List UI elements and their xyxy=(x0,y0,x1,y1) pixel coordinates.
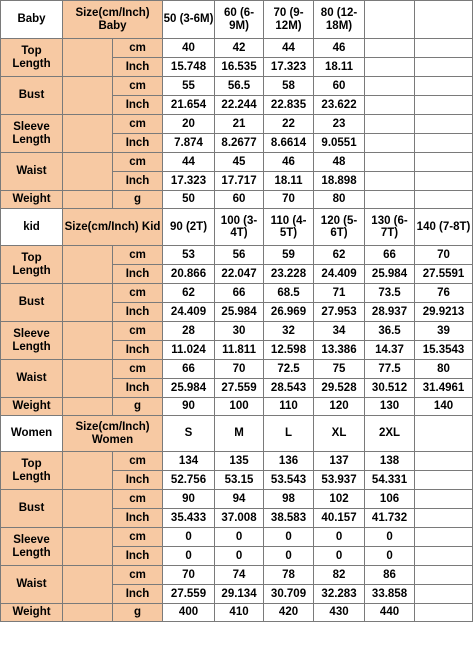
value-cell: 38.583 xyxy=(264,509,314,528)
spacer-cell xyxy=(63,398,113,416)
value-cell: 23.622 xyxy=(314,96,365,115)
value-cell xyxy=(415,452,473,471)
value-cell: 21 xyxy=(215,115,264,134)
spacer-cell xyxy=(63,566,113,604)
measure-label: Sleeve Length xyxy=(1,115,63,153)
measure-label: Sleeve Length xyxy=(1,528,63,566)
spacer-cell xyxy=(63,322,113,360)
weight-value: 50 xyxy=(163,191,215,209)
weight-value: 90 xyxy=(163,398,215,416)
value-cell: 28.937 xyxy=(365,303,415,322)
value-cell xyxy=(415,471,473,490)
value-cell: 75 xyxy=(314,360,365,379)
value-cell xyxy=(415,547,473,566)
unit-label: cm xyxy=(113,284,163,303)
value-cell: 0 xyxy=(215,528,264,547)
table-row xyxy=(1,566,473,585)
measure-label: Bust xyxy=(1,490,63,528)
value-cell: 35.433 xyxy=(163,509,215,528)
value-cell xyxy=(365,39,415,58)
value-cell xyxy=(415,58,473,77)
value-cell: 74 xyxy=(215,566,264,585)
value-cell: 18.11 xyxy=(314,58,365,77)
value-cell: 70 xyxy=(215,360,264,379)
spacer-cell xyxy=(63,191,113,209)
table-row xyxy=(1,77,473,96)
value-cell: 30.709 xyxy=(264,585,314,604)
value-cell: 0 xyxy=(314,528,365,547)
weight-row xyxy=(1,604,473,622)
weight-value: 130 xyxy=(365,398,415,416)
weight-value: 410 xyxy=(215,604,264,622)
value-cell: 59 xyxy=(264,246,314,265)
table-row xyxy=(1,153,473,172)
value-cell xyxy=(365,172,415,191)
spacer-cell xyxy=(63,604,113,622)
value-cell: 136 xyxy=(264,452,314,471)
value-cell: 135 xyxy=(215,452,264,471)
measure-label: Top Length xyxy=(1,39,63,77)
value-cell xyxy=(365,134,415,153)
value-cell: 7.874 xyxy=(163,134,215,153)
unit-label: cm xyxy=(113,322,163,341)
value-cell: 29.9213 xyxy=(415,303,473,322)
size-header: XL xyxy=(314,416,365,452)
value-cell: 8.6614 xyxy=(264,134,314,153)
value-cell: 15.3543 xyxy=(415,341,473,360)
value-cell: 44 xyxy=(163,153,215,172)
value-cell: 86 xyxy=(365,566,415,585)
value-cell: 77.5 xyxy=(365,360,415,379)
value-cell xyxy=(415,134,473,153)
weight-value: 60 xyxy=(215,191,264,209)
size-header: 2XL xyxy=(365,416,415,452)
value-cell: 37.008 xyxy=(215,509,264,528)
value-cell: 22.244 xyxy=(215,96,264,115)
value-cell: 23 xyxy=(314,115,365,134)
weight-label: Weight xyxy=(1,398,63,416)
value-cell xyxy=(365,115,415,134)
value-cell: 78 xyxy=(264,566,314,585)
size-header: 140 (7-8T) xyxy=(415,209,473,246)
value-cell: 29.528 xyxy=(314,379,365,398)
measure-label: Sleeve Length xyxy=(1,322,63,360)
unit-label: cm xyxy=(113,360,163,379)
value-cell: 9.0551 xyxy=(314,134,365,153)
value-cell: 53 xyxy=(163,246,215,265)
value-cell: 53.937 xyxy=(314,471,365,490)
value-cell xyxy=(415,509,473,528)
value-cell: 20.866 xyxy=(163,265,215,284)
unit-label: g xyxy=(113,398,163,416)
value-cell: 106 xyxy=(365,490,415,509)
value-cell xyxy=(415,77,473,96)
value-cell: 62 xyxy=(163,284,215,303)
value-cell: 80 xyxy=(415,360,473,379)
value-cell: 8.2677 xyxy=(215,134,264,153)
weight-value xyxy=(415,191,473,209)
table-row xyxy=(1,115,473,134)
unit-label: Inch xyxy=(113,547,163,566)
value-cell: 46 xyxy=(264,153,314,172)
unit-label: Inch xyxy=(113,134,163,153)
value-cell: 28.543 xyxy=(264,379,314,398)
value-cell: 52.756 xyxy=(163,471,215,490)
value-cell xyxy=(415,172,473,191)
table-row xyxy=(1,284,473,303)
size-header: 70 (9-12M) xyxy=(264,1,314,39)
unit-label: Inch xyxy=(113,96,163,115)
value-cell: 58 xyxy=(264,77,314,96)
value-cell xyxy=(415,96,473,115)
value-cell: 17.323 xyxy=(163,172,215,191)
measure-label: Waist xyxy=(1,153,63,191)
value-cell: 62 xyxy=(314,246,365,265)
spacer-cell xyxy=(63,452,113,490)
value-cell: 56.5 xyxy=(215,77,264,96)
value-cell: 53.15 xyxy=(215,471,264,490)
weight-value: 430 xyxy=(314,604,365,622)
table-row xyxy=(1,490,473,509)
value-cell: 14.37 xyxy=(365,341,415,360)
baby-size-label: Size(cm/Inch) Baby xyxy=(63,1,163,39)
weight-value: 120 xyxy=(314,398,365,416)
weight-row xyxy=(1,398,473,416)
value-cell xyxy=(415,39,473,58)
weight-row xyxy=(1,191,473,209)
size-header: 110 (4-5T) xyxy=(264,209,314,246)
value-cell: 18.11 xyxy=(264,172,314,191)
value-cell: 22.835 xyxy=(264,96,314,115)
value-cell: 42 xyxy=(215,39,264,58)
kid-size-label: Size(cm/Inch) Kid xyxy=(63,209,163,246)
unit-label: cm xyxy=(113,39,163,58)
unit-label: g xyxy=(113,604,163,622)
value-cell: 45 xyxy=(215,153,264,172)
weight-value: 110 xyxy=(264,398,314,416)
unit-label: cm xyxy=(113,490,163,509)
value-cell: 25.984 xyxy=(163,379,215,398)
value-cell: 32.283 xyxy=(314,585,365,604)
spacer-cell xyxy=(63,153,113,191)
value-cell: 66 xyxy=(365,246,415,265)
value-cell: 40.157 xyxy=(314,509,365,528)
value-cell: 0 xyxy=(215,547,264,566)
value-cell: 0 xyxy=(365,547,415,566)
measure-label: Bust xyxy=(1,284,63,322)
value-cell: 32 xyxy=(264,322,314,341)
weight-value: 70 xyxy=(264,191,314,209)
value-cell: 68.5 xyxy=(264,284,314,303)
spacer-cell xyxy=(63,284,113,322)
weight-label: Weight xyxy=(1,191,63,209)
table-row xyxy=(1,39,473,58)
size-header: 80 (12-18M) xyxy=(314,1,365,39)
unit-label: Inch xyxy=(113,58,163,77)
value-cell: 56 xyxy=(215,246,264,265)
value-cell: 44 xyxy=(264,39,314,58)
value-cell: 20 xyxy=(163,115,215,134)
value-cell: 11.811 xyxy=(215,341,264,360)
measure-label: Bust xyxy=(1,77,63,115)
value-cell: 55 xyxy=(163,77,215,96)
measure-label: Top Length xyxy=(1,246,63,284)
value-cell: 28 xyxy=(163,322,215,341)
value-cell: 137 xyxy=(314,452,365,471)
kid-header-row xyxy=(1,209,473,246)
value-cell: 33.858 xyxy=(365,585,415,604)
value-cell: 54.331 xyxy=(365,471,415,490)
value-cell: 22.047 xyxy=(215,265,264,284)
spacer-cell xyxy=(63,360,113,398)
value-cell: 30 xyxy=(215,322,264,341)
value-cell: 48 xyxy=(314,153,365,172)
weight-label: Weight xyxy=(1,604,63,622)
unit-label: Inch xyxy=(113,471,163,490)
size-header xyxy=(415,416,473,452)
value-cell: 25.984 xyxy=(215,303,264,322)
value-cell: 102 xyxy=(314,490,365,509)
spacer-cell xyxy=(63,39,113,77)
size-header: S xyxy=(163,416,215,452)
size-header: 100 (3-4T) xyxy=(215,209,264,246)
size-header: L xyxy=(264,416,314,452)
value-cell: 138 xyxy=(365,452,415,471)
value-cell: 24.409 xyxy=(314,265,365,284)
value-cell: 27.559 xyxy=(163,585,215,604)
unit-label: Inch xyxy=(113,379,163,398)
spacer-cell xyxy=(63,115,113,153)
value-cell: 46 xyxy=(314,39,365,58)
value-cell: 17.717 xyxy=(215,172,264,191)
unit-label: cm xyxy=(113,246,163,265)
unit-label: Inch xyxy=(113,172,163,191)
weight-value: 140 xyxy=(415,398,473,416)
value-cell: 22 xyxy=(264,115,314,134)
kid-section-title: kid xyxy=(1,209,63,246)
unit-label: Inch xyxy=(113,303,163,322)
value-cell: 21.654 xyxy=(163,96,215,115)
value-cell: 41.732 xyxy=(365,509,415,528)
value-cell: 31.4961 xyxy=(415,379,473,398)
value-cell: 15.748 xyxy=(163,58,215,77)
value-cell: 76 xyxy=(415,284,473,303)
value-cell: 94 xyxy=(215,490,264,509)
size-header: M xyxy=(215,416,264,452)
value-cell: 53.543 xyxy=(264,471,314,490)
value-cell: 12.598 xyxy=(264,341,314,360)
value-cell xyxy=(415,566,473,585)
value-cell: 0 xyxy=(365,528,415,547)
value-cell xyxy=(415,585,473,604)
value-cell xyxy=(365,96,415,115)
size-header: 90 (2T) xyxy=(163,209,215,246)
spacer-cell xyxy=(63,528,113,566)
unit-label: Inch xyxy=(113,509,163,528)
table-row xyxy=(1,322,473,341)
measure-label: Waist xyxy=(1,360,63,398)
weight-value xyxy=(415,604,473,622)
value-cell: 82 xyxy=(314,566,365,585)
value-cell xyxy=(415,528,473,547)
spacer-cell xyxy=(63,77,113,115)
unit-label: cm xyxy=(113,528,163,547)
table-row xyxy=(1,246,473,265)
weight-value: 420 xyxy=(264,604,314,622)
weight-value: 80 xyxy=(314,191,365,209)
value-cell xyxy=(365,153,415,172)
size-header: 60 (6-9M) xyxy=(215,1,264,39)
unit-label: cm xyxy=(113,452,163,471)
table-row xyxy=(1,528,473,547)
size-header: 130 (6-7T) xyxy=(365,209,415,246)
value-cell: 11.024 xyxy=(163,341,215,360)
value-cell: 29.134 xyxy=(215,585,264,604)
value-cell xyxy=(415,490,473,509)
value-cell: 66 xyxy=(163,360,215,379)
value-cell: 16.535 xyxy=(215,58,264,77)
value-cell: 17.323 xyxy=(264,58,314,77)
spacer-cell xyxy=(63,490,113,528)
spacer-cell xyxy=(63,246,113,284)
value-cell: 26.969 xyxy=(264,303,314,322)
size-header: 50 (3-6M) xyxy=(163,1,215,39)
table-row xyxy=(1,452,473,471)
weight-value: 100 xyxy=(215,398,264,416)
women-header-row xyxy=(1,416,473,452)
value-cell: 66 xyxy=(215,284,264,303)
value-cell: 134 xyxy=(163,452,215,471)
table-row xyxy=(1,360,473,379)
value-cell: 24.409 xyxy=(163,303,215,322)
weight-value: 440 xyxy=(365,604,415,622)
women-size-label: Size(cm/Inch) Women xyxy=(63,416,163,452)
value-cell: 27.559 xyxy=(215,379,264,398)
value-cell xyxy=(415,153,473,172)
weight-value xyxy=(365,191,415,209)
value-cell: 13.386 xyxy=(314,341,365,360)
measure-label: Top Length xyxy=(1,452,63,490)
unit-label: Inch xyxy=(113,341,163,360)
unit-label: g xyxy=(113,191,163,209)
unit-label: Inch xyxy=(113,585,163,604)
value-cell: 90 xyxy=(163,490,215,509)
value-cell: 18.898 xyxy=(314,172,365,191)
value-cell: 70 xyxy=(415,246,473,265)
value-cell: 39 xyxy=(415,322,473,341)
value-cell: 36.5 xyxy=(365,322,415,341)
unit-label: cm xyxy=(113,77,163,96)
value-cell: 34 xyxy=(314,322,365,341)
value-cell: 72.5 xyxy=(264,360,314,379)
value-cell: 27.953 xyxy=(314,303,365,322)
size-header: 120 (5-6T) xyxy=(314,209,365,246)
value-cell: 23.228 xyxy=(264,265,314,284)
value-cell: 0 xyxy=(314,547,365,566)
size-header xyxy=(415,1,473,39)
value-cell xyxy=(365,77,415,96)
baby-header-row xyxy=(1,1,473,39)
value-cell: 98 xyxy=(264,490,314,509)
weight-value: 400 xyxy=(163,604,215,622)
value-cell: 0 xyxy=(163,528,215,547)
value-cell: 27.5591 xyxy=(415,265,473,284)
value-cell: 0 xyxy=(163,547,215,566)
value-cell: 73.5 xyxy=(365,284,415,303)
unit-label: cm xyxy=(113,153,163,172)
unit-label: cm xyxy=(113,566,163,585)
value-cell: 70 xyxy=(163,566,215,585)
size-header xyxy=(365,1,415,39)
unit-label: cm xyxy=(113,115,163,134)
value-cell: 25.984 xyxy=(365,265,415,284)
value-cell: 0 xyxy=(264,547,314,566)
baby-section-title: Baby xyxy=(1,1,63,39)
women-section-title: Women xyxy=(1,416,63,452)
value-cell: 40 xyxy=(163,39,215,58)
value-cell: 30.512 xyxy=(365,379,415,398)
value-cell: 71 xyxy=(314,284,365,303)
value-cell xyxy=(365,58,415,77)
value-cell: 0 xyxy=(264,528,314,547)
value-cell: 60 xyxy=(314,77,365,96)
measure-label: Waist xyxy=(1,566,63,604)
unit-label: Inch xyxy=(113,265,163,284)
value-cell xyxy=(415,115,473,134)
